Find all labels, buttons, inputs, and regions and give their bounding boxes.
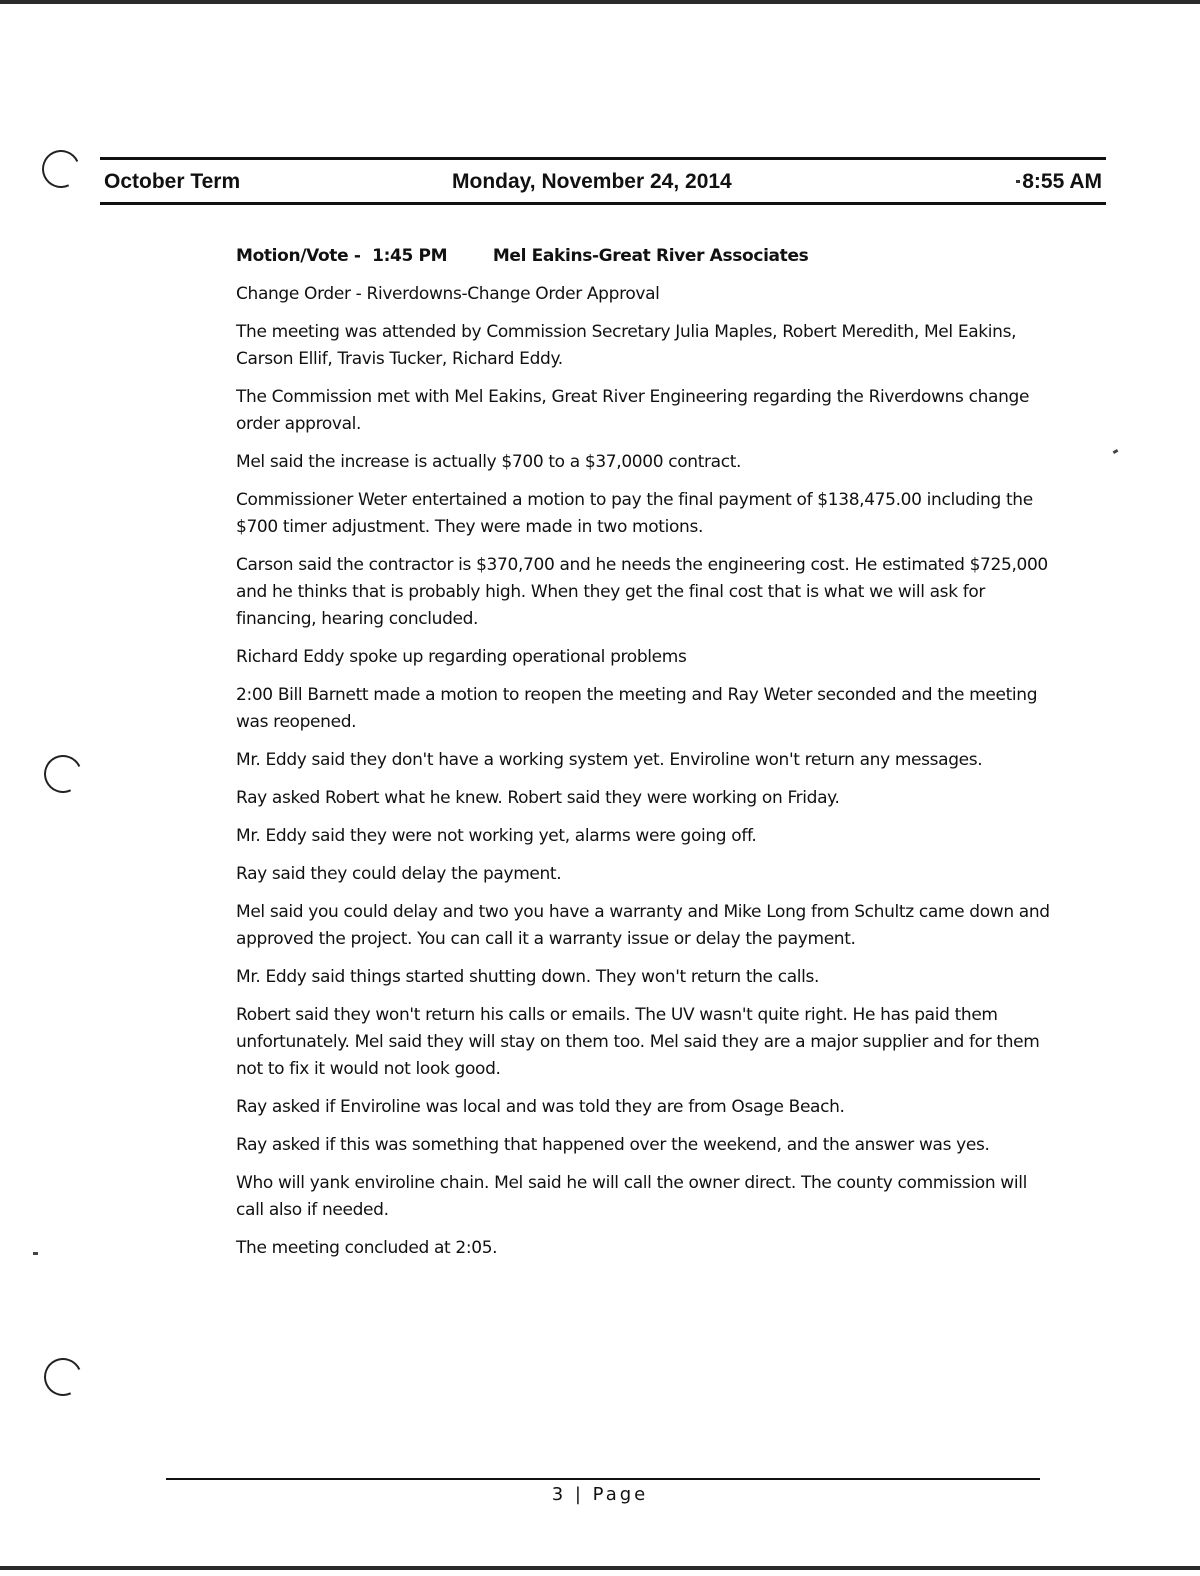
header-rule-top (100, 157, 1106, 160)
paragraph: Richard Eddy spoke up regarding operational problems (236, 647, 687, 667)
motion-label: Motion/Vote - (236, 246, 361, 266)
punch-hole-middle (39, 750, 88, 799)
scan-bottom-edge (0, 1566, 1200, 1570)
stray-mark-right (1113, 449, 1119, 454)
page-header (100, 166, 1106, 200)
paragraph: Ray said they could delay the payment. (236, 864, 562, 884)
punch-hole-top (37, 145, 86, 194)
paragraph: 2:00 Bill Barnett made a motion to reopen the meeting and Ray Weter seconded and the meeting was reopened. (236, 685, 1038, 732)
paragraph: Mr. Eddy said things started shutting down. They won't return the calls. (236, 967, 820, 987)
footer-rule (166, 1478, 1040, 1480)
page-number: 3 | Page (551, 1484, 649, 1505)
paragraph-attendees: The meeting was attended by Commission Secretary Julia Maples, Robert Meredith, Mel Eakins, Carson Ellif, Travis Tucker, Richard Eddy. (236, 322, 1017, 369)
paragraph: Mel said the increase is actually $700 to a $37,0000 contract. (236, 452, 742, 472)
header-time: 8:55 AM (1022, 170, 1102, 193)
motion-vote-line (236, 243, 1056, 270)
paragraph: The Commission met with Mel Eakins, Great River Engineering regarding the Riverdowns change order approval. (236, 387, 1030, 434)
header-stray-dot (1016, 180, 1020, 183)
minutes-body (236, 243, 1056, 1273)
paragraph: Who will yank enviroline chain. Mel said he will call the owner direct. The county commission will call also if needed. (236, 1173, 1027, 1220)
paragraph: Ray asked if this was something that happened over the weekend, and the answer was yes. (236, 1135, 990, 1155)
paragraph: Ray asked if Enviroline was local and was told they are from Osage Beach. (236, 1097, 845, 1117)
motion-time: 1:45 PM (372, 246, 448, 266)
punch-hole-bottom (39, 1353, 88, 1402)
scan-top-edge (0, 0, 1200, 4)
header-date: Monday, November 24, 2014 (452, 170, 732, 193)
motion-presenter: Mel Eakins-Great River Associates (492, 246, 809, 266)
paragraph: Robert said they won't return his calls or emails. The UV wasn't quite right. He has paid them unfortunately. Mel said they will stay on them too. Mel said they are a major supplier and for them not to fix it would not look good. (236, 1005, 1040, 1079)
paragraph: Mel said you could delay and two you have a warranty and Mike Long from Schultz came down and approved the project. You can call it a warranty issue or delay the payment. (236, 902, 1050, 949)
header-rule-bottom (100, 202, 1106, 205)
paragraph: Ray asked Robert what he knew. Robert said they were working on Friday. (236, 788, 840, 808)
change-order-line: Change Order - Riverdowns-Change Order Approval (236, 284, 660, 304)
header-term: October Term (104, 170, 241, 193)
paragraph: Mr. Eddy said they were not working yet, alarms were going off. (236, 826, 757, 846)
paragraph: Carson said the contractor is $370,700 and he needs the engineering cost. He estimated $725,000 and he thinks that is probably high. When they get the final cost that is what we will ask for financing, hearing concluded. (236, 555, 1048, 629)
stray-mark-left (33, 1252, 38, 1255)
paragraph-conclusion: The meeting concluded at 2:05. (236, 1238, 498, 1258)
paragraph: Commissioner Weter entertained a motion to pay the final payment of $138,475.00 including the $700 timer adjustment. They were made in two motions. (236, 490, 1033, 537)
paragraph: Mr. Eddy said they don't have a working system yet. Enviroline won't return any messages. (236, 750, 983, 770)
